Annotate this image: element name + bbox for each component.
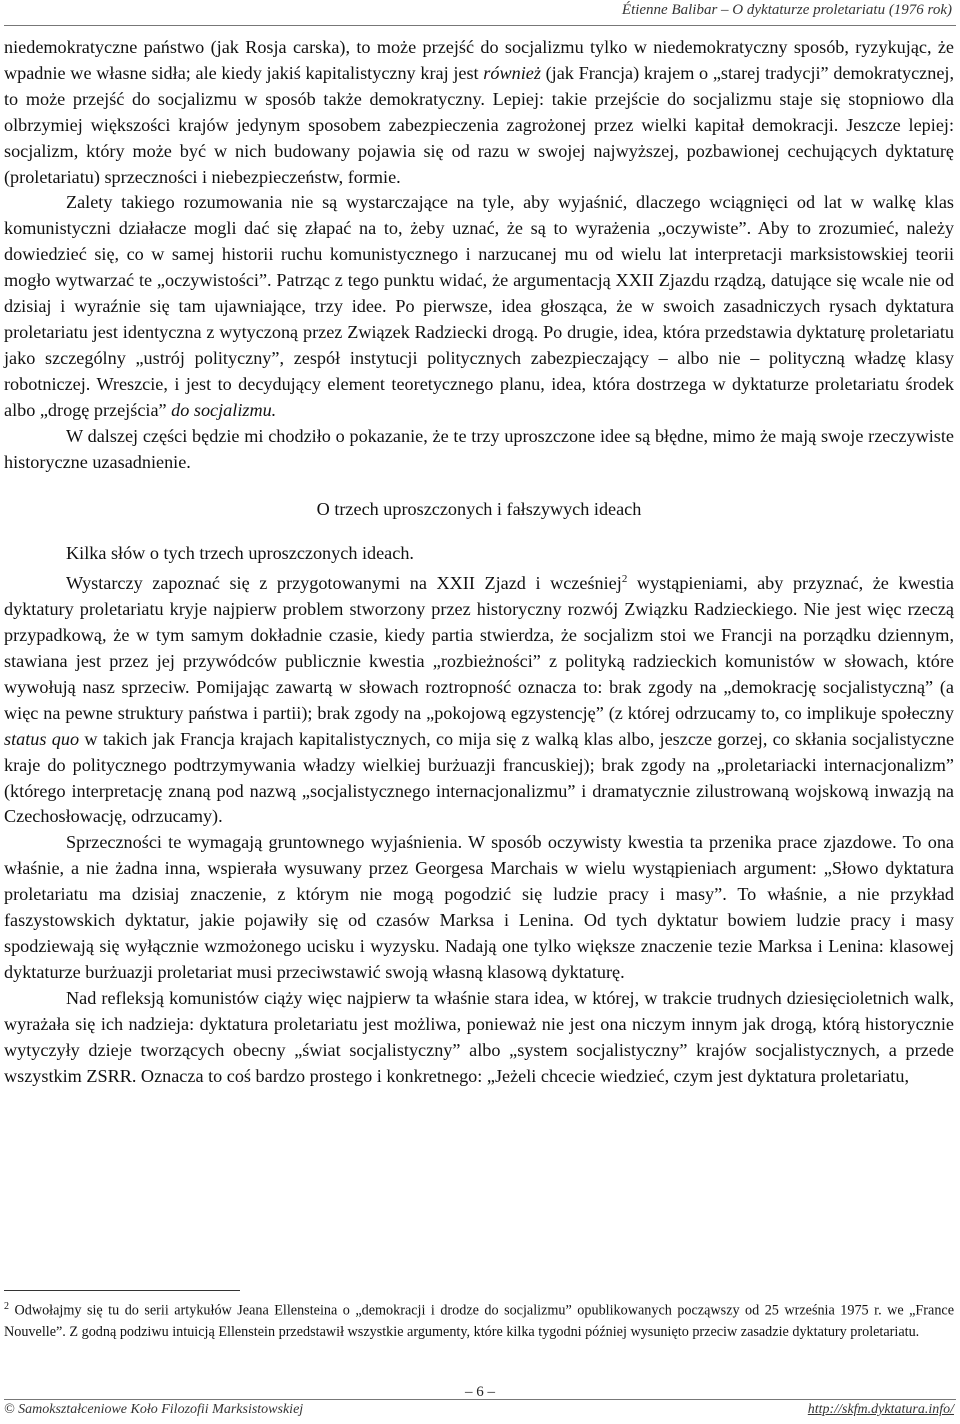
section-heading: O trzech uproszczonych i fałszywych ideach xyxy=(316,499,642,520)
paragraph-2 xyxy=(4,190,954,423)
footnote-reference[interactable]: 2 xyxy=(621,573,628,586)
header-divider xyxy=(4,25,956,26)
paragraph-1-text-a: niedemokratyczne państwo (jak Rosja carska), to może przejść do socjalizmu tylko w niedemokratyczny sposób, ryzykując, że wpadnie we własne sidła; ale kiedy jakiś kapitalistyczny kraj jest xyxy=(4,37,954,83)
paragraph-1-text-b: (jak Francja) krajem o „starej tradycji” demokratycznej, to może przejść do socjalizmu w sposób także demokratyczny. Lepiej: takie przejście do socjalizmu staje się stopniowo dla olbrzymiej większości krajów jedynym sposobem zabezpieczenia zagrożonej przez wielki kapitał demokracji. Jeszcze lepiej: socjalizm, który może być w nich budowany pojawia się od razu w swojej najwyższej, pozbawionej cechujących dyktaturę (proletariatu) sprzeczności i niebezpieczeństw, formie. xyxy=(4,62,955,187)
paragraph-5 xyxy=(4,567,954,830)
paragraph-4: Kilka słów o tych trzech uproszczonych ideach. xyxy=(66,543,414,564)
paragraph-1-emphasis: również xyxy=(483,62,541,83)
paragraph-3: W dalszej części będzie mi chodziło o pokazanie, że te trzy uproszczone idee są błędne, mimo że mają swoje rzeczywiste historyczne uzasadnienie. xyxy=(4,425,954,472)
document-body xyxy=(4,35,954,1089)
paragraph-2-text: Zalety takiego rozumowania nie są wystarczające na tyle, aby wyjaśnić, dlaczego wciągnięci od lat w walkę klas komunistyczni działacze mogli dać się złapać na to, żeby uznać, że są to wyrażenia „oczywiste”. Aby to zrozumieć, należy dowiedzieć się, co w samej historii ruchu komunistycznego i narzucanej mu od wielu lat interpretacji marksistowskiej teorii mogło wytwarzać te „oczywistości”. Patrząc z tego punktu widać, że argumentacją XXII Zjazdu rządzą, datujące się wcale nie od dzisiaj i wyraźnie się tam ujawniające, trzy idee. Po pierwsze, idea głosząca, że w swoich zasadniczych rysach dyktatura proletariatu jest identyczna z wytyczoną przez Związek Radziecki drogą. Po drugie, idea, która przedstawia dyktaturę proletariatu jako szczególny „ustrój polityczny”, zespół instytucji politycznych zabezpieczający – albo nie – polityczną władzę klasy robotniczej. Wreszcie, i jest to decydujący element teoretycznego planu, idea, która dostrzega w dyktaturze proletariatu środek albo „drogę przejścia” xyxy=(4,192,954,420)
paragraph-6: Sprzeczności te wymagają gruntownego wyjaśnienia. W sposób oczywisty kwestia ta przenika prace zjazdowe. To ona właśnie, a nie żadna inna, wspierała wysuwany przez Georgesa Marchais w wielu wystąpieniach argument: „Słowo dyktatura proletariatu ma dzisiaj znaczenie, z którym nie mogą pogodzić się ludzie pracy i masy”. To właśnie, a nie przykład faszystowskich dyktatur, jakie pojawiły się od czasów Marksa i Lenina. Od tych dyktatur bowiem ludzie pracy i masy spodziewają się wyłącznie wzmożonego ucisku i wyzysku. Nadają one tylko większe znaczenie tezie Marksa i Lenina: klasowej dyktaturze burżuazji proletariat musi przeciwstawić swoją własną klasową dyktaturę. xyxy=(4,832,954,982)
paragraph-7: Nad refleksją komunistów ciąży więc najpierw ta właśnie stara idea, w której, w trakcie trudnych dziesięcioletnich walk, wyrażała się ich nadzieja: dyktatura proletariatu jest możliwa, ponieważ nie jest ona niczym innym jak drogą, którą historycznie wytyczyły dzieje tworzących obecny „świat socjalistyczny” albo „system socjalistyczny” krajów socjalistycznych, a przede wszystkim ZSRR. Oznacza to coś bardzo prostego i konkretnego: „Jeżeli chcecie wiedzieć, czym jest dyktatura proletariatu, xyxy=(4,987,954,1086)
running-header: Étienne Balibar – O dyktaturze proletariatu (1976 rok) xyxy=(621,2,952,18)
paragraph-1 xyxy=(4,35,954,190)
paragraph-5-text-b: wystąpieniami, aby przyznać, że kwestia dyktatury proletariatu kryje najpierw problem stworzony przez historyczny rozwój Związku Radzieckiego. Nie jest więc rzeczą przypadkową, że w tym samym dokładnie czasie, kiedy partia stwierdza, że socjalizm stoi we Francji na porządku dziennym, stawiana jest przez jej przywódców publicznie kwestia „rozbieżności” z polityką radzieckich komunistów w słowach, które wywołują nasz sprzeciw. Pomijając zawartą w słowach roztropność oznacza to: brak zgody na „demokrację socjalistyczną” (a więc na pewne struktury państwa i partii); brak zgody na „pokojową egzystencję” (z której odrzucamy to, co implikuje społeczny xyxy=(4,573,954,723)
footnote-marker: 2 xyxy=(4,1301,9,1312)
paragraph-5-emphasis: status quo xyxy=(4,728,80,749)
footnote-text: Odwołajmy się tu do serii artykułów Jeana Ellensteina o „demokracji i drodze do socjalizmu” opublikowanych począwszy od 25 września 1975 r. we „France Nouvelle”. Z godną podziwu intuicją Ellenstein przedstawił wszystkie argumenty, które kilka tygodni później wysunięto przeciw zasadzie dyktatury proletariatu. xyxy=(4,1302,955,1340)
paragraph-2-emphasis: do socjalizmu. xyxy=(171,399,277,420)
footer-divider xyxy=(4,1399,956,1400)
footnote xyxy=(4,1296,954,1343)
paragraph-5-text-c: w takich jak Francja krajach kapitalistycznych, co mija się z walką klas albo, jeszcze gorzej, co skłania socjalistyczne kraje do politycznego podtrzymywania władzy wielkiej burżuazji francuskiej); brak zgody na „proletariacki internacjonalizm” (którego interpretację znaną pod nazwą „socjalistycznego internacjonalizmu” i dramatycznie zilustrowaną wojskową inwazją na Czechosłowację, odrzucamy). xyxy=(4,728,955,827)
footer-copyright: © Samokształceniowe Koło Filozofii Marksistowskiej xyxy=(4,1402,304,1417)
page-number: – 6 – xyxy=(465,1384,495,1400)
footer-website-link[interactable]: http://skfm.dyktatura.info/ xyxy=(807,1402,954,1417)
paragraph-5-text-a: Wystarczy zapoznać się z przygotowanymi na XXII Zjazd i wcześniej xyxy=(66,573,622,594)
footnote-divider xyxy=(4,1290,240,1291)
